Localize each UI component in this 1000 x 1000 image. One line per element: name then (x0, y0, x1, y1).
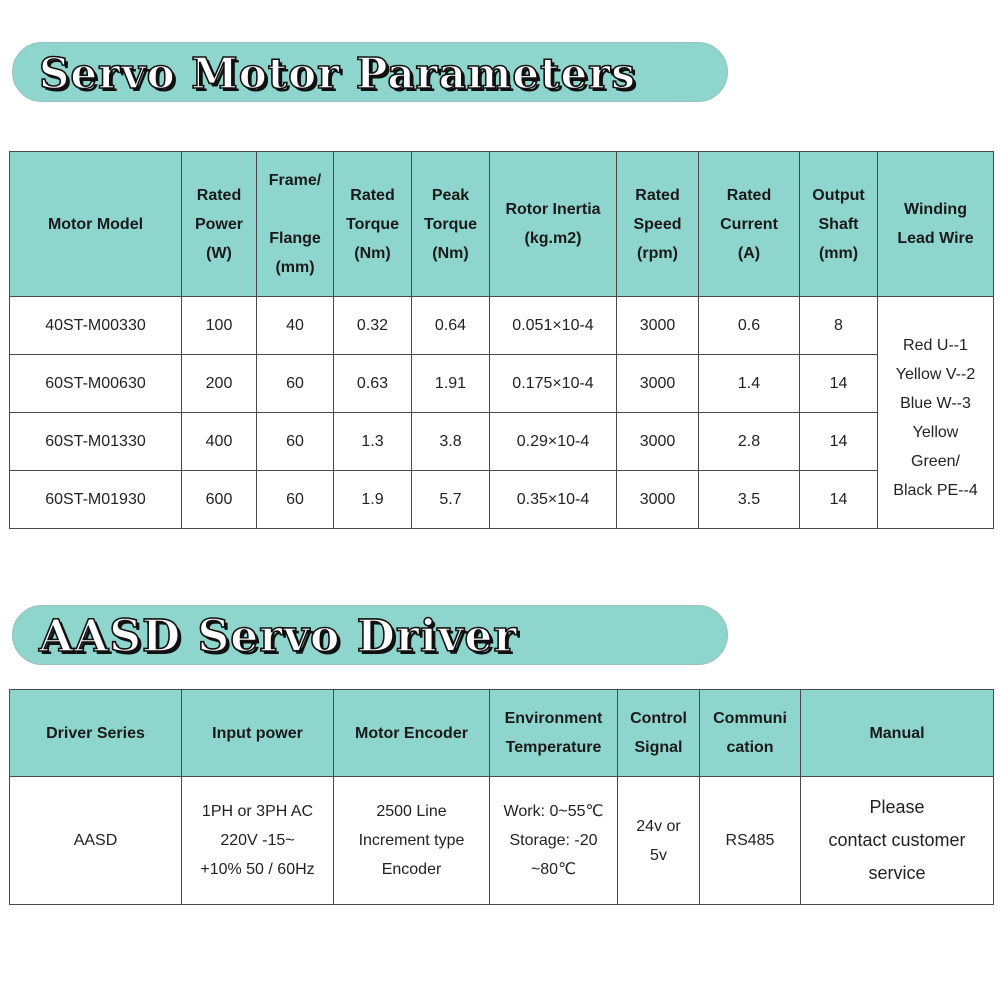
cell-motor-model: 60ST-M00630 (10, 355, 182, 413)
cell-peak-torque: 1.91 (412, 355, 490, 413)
cell-communication: RS485 (700, 777, 801, 905)
motor-parameters-table (9, 151, 994, 529)
table-row (10, 413, 994, 471)
cell-rated-speed: 3000 (617, 355, 699, 413)
cell-rotor-inertia: 0.175×10-4 (490, 355, 617, 413)
header-driver-series: Driver Series (10, 690, 182, 777)
cell-rotor-inertia: 0.051×10-4 (490, 297, 617, 355)
cell-rated-torque: 1.9 (334, 471, 412, 529)
cell-manual: Please contact customer service (801, 777, 994, 905)
cell-control-signal: 24v or 5v (618, 777, 700, 905)
cell-rated-current: 1.4 (699, 355, 800, 413)
servo-driver-table (9, 689, 994, 905)
cell-peak-torque: 0.64 (412, 297, 490, 355)
header-rated-power: Rated Power (W) (182, 152, 257, 297)
cell-output-shaft: 14 (800, 413, 878, 471)
header-rated-current: Rated Current (A) (699, 152, 800, 297)
cell-rated-current: 3.5 (699, 471, 800, 529)
cell-motor-model: 60ST-M01330 (10, 413, 182, 471)
cell-rated-speed: 3000 (617, 471, 699, 529)
cell-motor-encoder: 2500 Line Increment type Encoder (334, 777, 490, 905)
header-rated-speed: Rated Speed (rpm) (617, 152, 699, 297)
driver-section-banner (12, 605, 728, 665)
header-motor-model: Motor Model (10, 152, 182, 297)
motor-section-title: Servo Motor Parameters (39, 49, 636, 98)
header-communication: Communi cation (700, 690, 801, 777)
cell-rated-power: 100 (182, 297, 257, 355)
cell-rotor-inertia: 0.35×10-4 (490, 471, 617, 529)
header-output-shaft: Output Shaft (mm) (800, 152, 878, 297)
cell-rotor-inertia: 0.29×10-4 (490, 413, 617, 471)
header-manual: Manual (801, 690, 994, 777)
cell-rated-current: 0.6 (699, 297, 800, 355)
cell-input-power: 1PH or 3PH AC 220V -15~ +10% 50 / 60Hz (182, 777, 334, 905)
header-winding-lead-wire: Winding Lead Wire (878, 152, 994, 297)
table-row (10, 297, 994, 355)
cell-rated-current: 2.8 (699, 413, 800, 471)
cell-frame-flange: 60 (257, 471, 334, 529)
header-rotor-inertia: Rotor Inertia (kg.m2) (490, 152, 617, 297)
cell-rated-speed: 3000 (617, 297, 699, 355)
header-input-power: Input power (182, 690, 334, 777)
cell-frame-flange: 60 (257, 413, 334, 471)
cell-peak-torque: 3.8 (412, 413, 490, 471)
driver-section-title: AASD Servo Driver (39, 611, 518, 662)
cell-rated-power: 200 (182, 355, 257, 413)
cell-motor-model: 40ST-M00330 (10, 297, 182, 355)
cell-rated-power: 400 (182, 413, 257, 471)
table-row (10, 355, 994, 413)
table-row (10, 777, 994, 905)
motor-table-header-row (10, 152, 994, 297)
cell-motor-model: 60ST-M01930 (10, 471, 182, 529)
cell-winding-lead-wire: Red U--1 Yellow V--2 Blue W--3 Yellow Green/ Black PE--4 (878, 297, 994, 529)
header-control-signal: Control Signal (618, 690, 700, 777)
cell-rated-torque: 1.3 (334, 413, 412, 471)
cell-environment-temperature: Work: 0~55℃ Storage: -20 ~80℃ (490, 777, 618, 905)
cell-driver-series: AASD (10, 777, 182, 905)
cell-frame-flange: 40 (257, 297, 334, 355)
cell-rated-torque: 0.32 (334, 297, 412, 355)
header-peak-torque: Peak Torque (Nm) (412, 152, 490, 297)
cell-frame-flange: 60 (257, 355, 334, 413)
driver-table-header-row (10, 690, 994, 777)
header-environment-temperature: Environment Temperature (490, 690, 618, 777)
table-row (10, 471, 994, 529)
header-frame-flange: Frame/ Flange (mm) (257, 152, 334, 297)
header-rated-torque: Rated Torque (Nm) (334, 152, 412, 297)
cell-output-shaft: 14 (800, 471, 878, 529)
cell-output-shaft: 8 (800, 297, 878, 355)
motor-section-banner (12, 42, 728, 102)
cell-output-shaft: 14 (800, 355, 878, 413)
header-motor-encoder: Motor Encoder (334, 690, 490, 777)
cell-peak-torque: 5.7 (412, 471, 490, 529)
cell-rated-power: 600 (182, 471, 257, 529)
cell-rated-torque: 0.63 (334, 355, 412, 413)
cell-rated-speed: 3000 (617, 413, 699, 471)
